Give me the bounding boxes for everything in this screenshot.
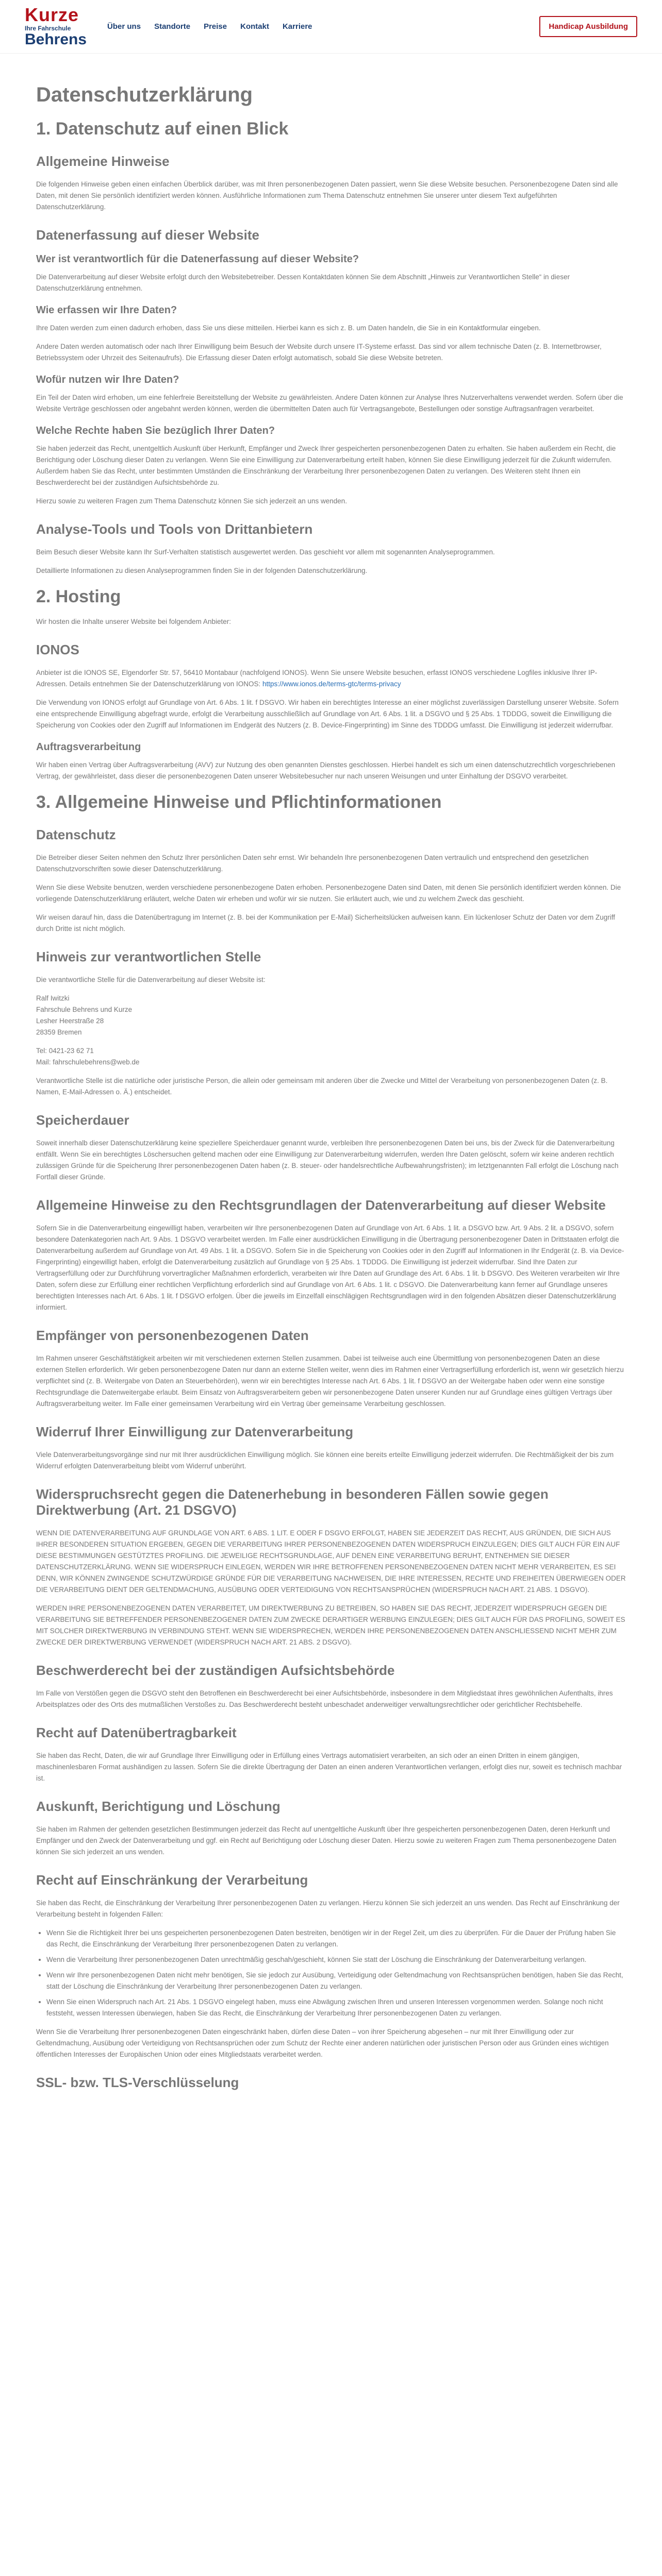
address-line: 28359 Bremen xyxy=(36,1028,82,1036)
logo-line-1: Kurze xyxy=(25,4,79,25)
subsection-heading: Widerspruchsrecht gegen die Datenerhebung in besonderen Fällen sowie gegen Direktwerbung (Art. 21 DSGVO) xyxy=(36,1486,549,1518)
phone: Tel: 0421-23 62 71 xyxy=(36,1047,94,1055)
paragraph: Die Datenverarbeitung auf dieser Website erfolgt durch den Websitebetreiber. Dessen Kontaktdaten können Sie dem Abschnitt „Hinweis zur Verantwortlichen Stelle“ in dieser Datenschutzerklärung entnehmen. xyxy=(36,273,570,292)
paragraph: WENN DIE DATENVERARBEITUNG AUF GRUNDLAGE VON ART. 6 ABS. 1 LIT. E ODER F DSGVO ERFOLGT, HABEN SIE JEDERZEIT DAS RECHT, AUS GRÜNDEN, DIE SICH AUS IHRER BESONDEREN SITUATION ERGEBEN, GEGEN DIE VERARBEITUNG IHRER PERSONENBEZOGENEN DATEN WIDERSPRUCH EINZULEGEN; DIES GILT AUCH FÜR EIN AUF DIESE BESTIMMUNGEN GESTÜTZTES PROFILING. DIE JEWEILIGE RECHTSGRUNDLAGE, AUF DENEN EINE VERARBEITUNG BERUHT, ENTNEHMEN SIE DIESER DATENSCHUTZERKLÄRUNG. WENN SIE WIDERSPRUCH EINLEGEN, WERDEN WIR IHRE BETROFFENEN PERSONENBEZOGENEN DATEN NICHT MEHR VERARBEITEN, ES SEI DENN, WIR KÖNNEN ZWINGENDE SCHUTZWÜRDIGE GRÜNDE FÜR DIE VERARBEITUNG NACHWEISEN, DIE IHRE INTERESSEN, RECHTE UND FREIHEITEN ÜBERWIEGEN ODER DIE VERARBEITUNG DIENT DER GELTENDMACHUNG, AUSÜBUNG ODER VERTEIDIGUNG VON RECHTSANSPRÜCHEN (WIDERSPRUCH NACH ART. 21 ABS. 1 DSGVO). xyxy=(36,1529,626,1594)
subsection-heading: Allgemeine Hinweise zu den Rechtsgrundlagen der Datenverarbeitung auf dieser Website xyxy=(36,1197,606,1213)
address-line: Lesher Heerstraße 28 xyxy=(36,1017,104,1025)
logo-line-3: Behrens xyxy=(25,31,87,48)
list-item: • Wenn Sie einen Widerspruch nach Art. 21 Abs. 1 DSGVO eingelegt haben, muss eine Abwägung zwischen Ihren und unseren Interessen vorgenommen werden. Solange noch nicht feststeht, wessen Interessen überwiegen, haben Sie das Recht, die Einschränkung der Verarbeitung Ihrer personenbezogenen Daten zu verlangen. xyxy=(46,1996,626,2019)
section-heading: 1. Datenschutz auf einen Blick xyxy=(36,119,289,139)
question-heading: Wofür nutzen wir Ihre Daten? xyxy=(36,374,179,385)
subsection-heading: Recht auf Einschränkung der Verarbeitung xyxy=(36,1872,308,1888)
subsection-heading: Widerruf Ihrer Einwilligung zur Datenverarbeitung xyxy=(36,1424,354,1439)
ionos-privacy-link[interactable]: https://www.ionos.de/terms-gtc/terms-privacy xyxy=(262,680,401,688)
list-item: • Wenn Sie die Richtigkeit Ihrer bei uns gespeicherten personenbezogenen Daten bestreiten, benötigen wir in der Regel Zeit, um dies zu überprüfen. Für die Dauer der Prüfung haben Sie das Recht, die Einschränkung der Verarbeitung Ihrer personenbezogenen Daten zu verlangen. xyxy=(46,1927,626,1950)
logo[interactable] xyxy=(25,6,87,47)
site-header xyxy=(0,0,662,54)
paragraph: Die folgenden Hinweise geben einen einfachen Überblick darüber, was mit Ihren personenbezogenen Daten passiert, wenn Sie diese Website besuchen. Personenbezogene Daten sind alle Daten, mit denen Sie persönlich identifiziert werden können. Ausführliche Informationen zum Thema Datenschutz entnehmen Sie unserer unter diesem Text aufgeführten Datenschutzerklärung. xyxy=(36,180,618,211)
main-content xyxy=(0,54,662,2091)
section-heading: 2. Hosting xyxy=(36,587,121,606)
main-nav xyxy=(107,22,539,31)
paragraph: Sie haben im Rahmen der geltenden gesetzlichen Bestimmungen jederzeit das Recht auf unentgeltliche Auskunft über Ihre gespeicherten personenbezogenen Daten, deren Herkunft und Empfänger und den Zweck der Datenverarbeitung und ggf. ein Recht auf Berichtigung oder Löschung dieser Daten. Hierzu sowie zu weiteren Fragen zum Thema personenbezogene Daten können Sie sich jederzeit an uns wenden. xyxy=(36,1825,617,1856)
paragraph: Hierzu sowie zu weiteren Fragen zum Thema Datenschutz können Sie sich jederzeit an uns wenden. xyxy=(36,497,347,505)
paragraph: Wir haben einen Vertrag über Auftragsverarbeitung (AVV) zur Nutzung des oben genannten Dienstes geschlossen. Hierbei handelt es sich um einen datenschutzrechtlich vorgeschriebenen Vertrag, der gewährleistet, dass dieser die personenbezogenen Daten unserer Websitebesucher nur nach unseren Weisungen und unter Einhaltung der DSGVO verarbeitet. xyxy=(36,761,616,780)
paragraph: Viele Datenverarbeitungsvorgänge sind nur mit Ihrer ausdrücklichen Einwilligung möglich. Sie können eine bereits erteilte Einwilligung jederzeit widerrufen. Die Rechtmäßigkeit der bis zum Widerruf erfolgten Datenverarbeitung bleibt vom Widerruf unberührt. xyxy=(36,1451,614,1470)
nav-ueber-uns[interactable]: Über uns xyxy=(107,22,141,31)
paragraph: Sie haben das Recht, die Einschränkung der Verarbeitung Ihrer personenbezogenen Daten zu verlangen. Hierzu können Sie sich jederzeit an uns wenden. Das Recht auf Einschränkung der Verarbeitung besteht in folgenden Fällen: xyxy=(36,1899,620,1918)
subsection-heading: Auskunft, Berichtigung und Löschung xyxy=(36,1799,280,1814)
paragraph: Sofern Sie in die Datenverarbeitung eingewilligt haben, verarbeiten wir Ihre personenbezogenen Daten auf Grundlage von Art. 6 Abs. 1 lit. a DSGVO bzw. Art. 9 Abs. 2 lit. a DSGVO, sofern besondere Datenkategorien nach Art. 9 Abs. 1 DSGVO verarbeitet werden. Im Falle einer ausdrücklichen Einwilligung in die Übertragung personenbezogener Daten in Drittstaaten erfolgt die Datenverarbeitung außerdem auf Grundlage von Art. 49 Abs. 1 lit. a DSGVO. Sofern Sie in die Speicherung von Cookies oder in den Zugriff auf Informationen in Ihr Endgerät (z. B. via Device-Fingerprinting) eingewilligt haben, erfolgt die Datenverarbeitung zusätzlich auf Grundlage von § 25 Abs. 1 TDDDG. Die Einwilligung ist jederzeit widerrufbar. Sind Ihre Daten zur Vertragserfüllung oder zur Durchführung vorvertraglicher Maßnahmen erforderlich, verarbeiten wir Ihre Daten auf Grundlage des Art. 6 Abs. 1 lit. b DSGVO. Des Weiteren verarbeiten wir Ihre Daten, sofern diese zur Erfüllung einer rechtlichen Verpflichtung erforderlich sind auf Grundlage von Art. 6 Abs. 1 lit. c DSGVO. Die Datenverarbeitung kann ferner auf Grundlage unseres berechtigten Interesses nach Art. 6 Abs. 1 lit. f DSGVO erfolgen. Über die jeweils im Einzelfall einschlägigen Rechtsgrundlagen wird in den folgenden Absätzen dieser Datenschutzerklärung informiert. xyxy=(36,1224,624,1311)
paragraph: Sie haben das Recht, Daten, die wir auf Grundlage Ihrer Einwilligung oder in Erfüllung eines Vertrags automatisiert verarbeiten, an sich oder an einen Dritten in einem gängigen, maschinenlesbaren Format aushändigen zu lassen. Sofern Sie die direkte Übertragung der Daten an einen anderen Verantwortlichen verlangen, erfolgt dies nur, soweit es technisch machbar ist. xyxy=(36,1752,622,1782)
subsection-heading: Recht auf Datenübertragbarkeit xyxy=(36,1725,237,1740)
paragraph: Im Falle von Verstößen gegen die DSGVO steht den Betroffenen ein Beschwerderecht bei einer Aufsichtsbehörde, insbesondere in dem Mitgliedstaat ihres gewöhnlichen Aufenthalts, ihres Arbeitsplatzes oder des Orts des mutmaßlichen Verstoßes zu. Das Beschwerderecht besteht unbeschadet anderweitiger verwaltungsrechtlicher oder gerichtlicher Rechtsbehelfe. xyxy=(36,1689,613,1708)
paragraph: Sie haben jederzeit das Recht, unentgeltlich Auskunft über Herkunft, Empfänger und Zweck Ihrer gespeicherten personenbezogenen Daten zu erhalten. Sie haben außerdem ein Recht, die Berichtigung oder Löschung dieser Daten zu verlangen. Wenn Sie eine Einwilligung zur Datenverarbeitung erteilt haben, können Sie diese Einwilligung jederzeit für die Zukunft widerrufen. Außerdem haben Sie das Recht, unter bestimmten Umständen die Einschränkung der Verarbeitung Ihrer personenbezogenen Daten zu verlangen. Des Weiteren steht Ihnen ein Beschwerderecht bei der zuständigen Aufsichtsbehörde zu. xyxy=(36,445,616,486)
paragraph: Ein Teil der Daten wird erhoben, um eine fehlerfreie Bereitstellung der Website zu gewährleisten. Andere Daten können zur Analyse Ihres Nutzerverhaltens verwendet werden. Sofern über die Website Verträge geschlossen oder angebahnt werden können, werden die übermittelten Daten auch für Vertragsangebote, Bestellungen oder sonstige Auftragsanfragen verarbeitet. xyxy=(36,394,623,413)
paragraph: Wenn Sie die Verarbeitung Ihrer personenbezogenen Daten eingeschränkt haben, dürfen diese Daten – von ihrer Speicherung abgesehen – nur mit Ihrer Einwilligung oder zur Geltendmachung, Ausübung oder Verteidigung von Rechtsansprüchen oder zum Schutz der Rechte einer anderen natürlichen oder juristischen Person oder aus Gründen eines wichtigen öffentlichen Interesses der Europäischen Union oder eines Mitgliedstaats verarbeitet werden. xyxy=(36,2028,609,2058)
list-item: • Wenn wir Ihre personenbezogenen Daten nicht mehr benötigen, Sie sie jedoch zur Ausübung, Verteidigung oder Geltendmachung von Rechtsansprüchen benötigen, haben Sie das Recht, statt der Löschung die Einschränkung der Verarbeitung Ihrer personenbezogenen Daten zu verlangen. xyxy=(46,1970,626,1992)
section-heading: 3. Allgemeine Hinweise und Pflichtinformationen xyxy=(36,792,442,812)
subsection-heading: Analyse-Tools und Tools von Drittanbietern xyxy=(36,521,313,537)
handicap-ausbildung-button[interactable]: Handicap Ausbildung xyxy=(539,16,637,37)
question-heading: Auftragsverarbeitung xyxy=(36,741,141,753)
nav-karriere[interactable]: Karriere xyxy=(282,22,312,31)
subsection-heading: Datenerfassung auf dieser Website xyxy=(36,227,259,243)
address-line: Fahrschule Behrens und Kurze xyxy=(36,1006,133,1013)
email: Mail: fahrschulebehrens@web.de xyxy=(36,1058,140,1066)
paragraph xyxy=(36,667,626,690)
paragraph: Wenn Sie diese Website benutzen, werden verschiedene personenbezogene Daten erhoben. Personenbezogene Daten sind Daten, mit denen Sie persönlich identifiziert werden können. Die vorliegende Datenschutzerklärung erläutert, welche Daten wir erheben und wofür wir sie nutzen. Sie erläutert auch, wie und zu welchem Zweck das geschieht. xyxy=(36,884,621,903)
paragraph: Soweit innerhalb dieser Datenschutzerklärung keine speziellere Speicherdauer genannt wurde, verbleiben Ihre personenbezogenen Daten bei uns, bis der Zweck für die Datenverarbeitung entfällt. Wenn Sie ein berechtigtes Löschersuchen geltend machen oder eine Einwilligung zur Datenverarbeitung widerrufen, werden Ihre Daten gelöscht, sofern wir keine anderen rechtlich zulässigen Gründe für die Speicherung Ihrer personenbezogenen Daten haben (z. B. steuer- oder handelsrechtliche Aufbewahrungsfristen); im letztgenannten Fall erfolgt die Löschung nach Fortfall dieser Gründe. xyxy=(36,1139,619,1181)
paragraph: Detaillierte Informationen zu diesen Analyseprogrammen finden Sie in der folgenden Datenschutzerklärung. xyxy=(36,567,368,574)
address-block xyxy=(36,993,626,1038)
paragraph-text: Anbieter ist die IONOS SE, Elgendorfer Str. 57, 56410 Montabaur (nachfolgend IONOS). Wenn Sie unsere Website besuchen, erfasst IONOS verschiedene Logfiles inklusive Ihrer IP-Adressen. Details entnehmen Sie der Datenschutzerklärung von IONOS: xyxy=(36,669,598,688)
paragraph: Die verantwortliche Stelle für die Datenverarbeitung auf dieser Website ist: xyxy=(36,976,266,984)
list-item: • Wenn die Verarbeitung Ihrer personenbezogenen Daten unrechtmäßig geschah/geschieht, können Sie statt der Löschung die Einschränkung der Datenverarbeitung verlangen. xyxy=(46,1954,626,1965)
subsection-heading: IONOS xyxy=(36,642,79,657)
paragraph: Andere Daten werden automatisch oder nach Ihrer Einwilligung beim Besuch der Website durch unsere IT-Systeme erfasst. Das sind vor allem technische Daten (z. B. Internetbrowser, Betriebssystem oder Uhrzeit des Seitenaufrufs). Die Erfassung dieser Daten erfolgt automatisch, sobald Sie diese Website betreten. xyxy=(36,343,602,362)
nav-preise[interactable]: Preise xyxy=(204,22,227,31)
paragraph: Wir weisen darauf hin, dass die Datenübertragung im Internet (z. B. bei der Kommunikation per E-Mail) Sicherheitslücken aufweisen kann. Ein lückenloser Schutz der Daten vor dem Zugriff durch Dritte ist nicht möglich. xyxy=(36,913,616,933)
question-heading: Wie erfassen wir Ihre Daten? xyxy=(36,304,177,316)
paragraph: Die Betreiber dieser Seiten nehmen den Schutz Ihrer persönlichen Daten sehr ernst. Wir behandeln Ihre personenbezogenen Daten vertraulich und entsprechend den gesetzlichen Datenschutzvorschriften sowie dieser Datenschutzerklärung. xyxy=(36,854,589,873)
subsection-heading: SSL- bzw. TLS-Verschlüsselung xyxy=(36,2075,239,2090)
page-title: Datenschutzerklärung xyxy=(36,83,253,106)
subsection-heading: Hinweis zur verantwortlichen Stelle xyxy=(36,949,261,964)
paragraph: Wir hosten die Inhalte unserer Website bei folgendem Anbieter: xyxy=(36,618,231,625)
paragraph: Die Verwendung von IONOS erfolgt auf Grundlage von Art. 6 Abs. 1 lit. f DSGVO. Wir haben ein berechtigtes Interesse an einer möglichst zuverlässigen Darstellung unserer Website. Sofern eine entsprechende Einwilligung abgefragt wurde, erfolgt die Verarbeitung ausschließlich auf Grundlage von Art. 6 Abs. 1 lit. a DSGVO und § 25 Abs. 1 TDDDG, soweit die Einwilligung die Speicherung von Cookies oder den Zugriff auf Informationen im Endgerät des Nutzers (z. B. Device-Fingerprinting) im Sinne des TDDDG umfasst. Die Einwilligung ist jederzeit widerrufbar. xyxy=(36,699,619,729)
subsection-heading: Beschwerderecht bei der zuständigen Aufsichtsbehörde xyxy=(36,1663,395,1678)
logo-line-2: Ihre Fahrschule xyxy=(25,25,71,32)
paragraph: Verantwortliche Stelle ist die natürliche oder juristische Person, die allein oder gemeinsam mit anderen über die Zwecke und Mittel der Verarbeitung von personenbezogenen Daten (z. B. Namen, E-Mail-Adressen o. Ä.) entscheidet. xyxy=(36,1077,608,1096)
paragraph: Beim Besuch dieser Website kann Ihr Surf-Verhalten statistisch ausgewertet werden. Das geschieht vor allem mit sogenannten Analyseprogrammen. xyxy=(36,548,495,556)
subsection-heading: Allgemeine Hinweise xyxy=(36,154,170,169)
nav-standorte[interactable]: Standorte xyxy=(154,22,191,31)
restriction-cases-list xyxy=(46,1927,626,2019)
paragraph: Ihre Daten werden zum einen dadurch erhoben, dass Sie uns diese mitteilen. Hierbei kann es sich z. B. um Daten handeln, die Sie in ein Kontaktformular eingeben. xyxy=(36,324,541,332)
paragraph: WERDEN IHRE PERSONENBEZOGENEN DATEN VERARBEITET, UM DIREKTWERBUNG ZU BETREIBEN, SO HABEN SIE DAS RECHT, JEDERZEIT WIDERSPRUCH GEGEN DIE VERARBEITUNG SIE BETREFFENDER PERSONENBEZOGENER DATEN ZUM ZWECKE DERARTIGER WERBUNG EINZULEGEN; DIES GILT AUCH FÜR DAS PROFILING, SOWEIT ES MIT SOLCHER DIREKTWERBUNG IN VERBINDUNG STEHT. WENN SIE WIDERSPRECHEN, WERDEN IHRE PERSONENBEZOGENEN DATEN ANSCHLIESSEND NICHT MEHR ZUM ZWECKE DER DIREKTWERBUNG VERWENDET (WIDERSPRUCH NACH ART. 21 ABS. 2 DSGVO). xyxy=(36,1604,625,1646)
paragraph: Im Rahmen unserer Geschäftstätigkeit arbeiten wir mit verschiedenen externen Stellen zusammen. Dabei ist teilweise auch eine Übermittlung von personenbezogenen Daten an diese externen Stellen erforderlich. Wir geben personenbezogene Daten nur dann an externe Stellen weiter, wenn dies im Rahmen einer Vertragserfüllung erforderlich ist, wenn wir gesetzlich hierzu verpflichtet sind (z. B. Weitergabe von Daten an Steuerbehörden), wenn wir ein berechtigtes Interesse nach Art. 6 Abs. 1 lit. f DSGVO an der Weitergabe haben oder wenn eine sonstige Rechtsgrundlage die Datenweitergabe erlaubt. Beim Einsatz von Auftragsverarbeitern geben wir personenbezogene Daten unserer Kunden nur auf Grundlage eines gültigen Vertrags über Auftragsverarbeitung weiter. Im Falle einer gemeinsamen Verarbeitung wird ein Vertrag über gemeinsame Verarbeitung geschlossen. xyxy=(36,1354,624,1408)
subsection-heading: Datenschutz xyxy=(36,827,116,842)
nav-kontakt[interactable]: Kontakt xyxy=(240,22,269,31)
subsection-heading: Empfänger von personenbezogenen Daten xyxy=(36,1328,309,1343)
address-line: Ralf Iwitzki xyxy=(36,994,70,1002)
subsection-heading: Speicherdauer xyxy=(36,1112,129,1128)
contact-block xyxy=(36,1045,626,1068)
question-heading: Wer ist verantwortlich für die Datenerfassung auf dieser Website? xyxy=(36,253,359,265)
question-heading: Welche Rechte haben Sie bezüglich Ihrer Daten? xyxy=(36,425,275,436)
